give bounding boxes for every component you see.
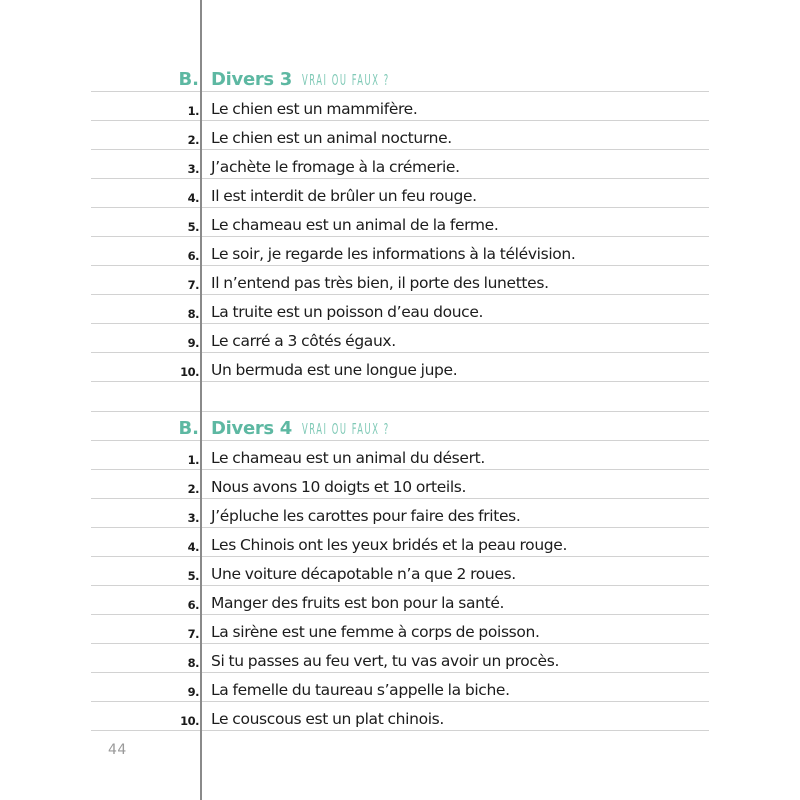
question-item — [0, 323, 800, 352]
question-item — [0, 207, 800, 236]
question-text: J’épluche les carottes pour faire des frites. — [211, 506, 521, 525]
question-text: Le chien est un animal nocturne. — [211, 128, 452, 147]
question-item — [0, 585, 800, 614]
question-item — [0, 352, 800, 381]
question-text: Le couscous est un plat chinois. — [211, 709, 444, 728]
question-number: 6. — [187, 597, 199, 612]
question-text: Si tu passes au feu vert, tu vas avoir un procès. — [211, 651, 560, 670]
question-text: Un bermuda est une longue jupe. — [211, 360, 458, 379]
question-text: La truite est un poisson d’eau douce. — [211, 302, 484, 321]
question-number: 10. — [180, 713, 199, 728]
question-text: Il n’entend pas très bien, il porte des lunettes. — [211, 273, 549, 292]
question-text: Le chien est un mammifère. — [211, 99, 418, 118]
section-subtitle: VRAI OU FAUX ? — [302, 71, 390, 89]
question-item — [0, 440, 800, 469]
question-text: Les Chinois ont les yeux bridés et la peau rouge. — [211, 535, 568, 554]
section-title-text: Divers 4 — [211, 418, 293, 439]
question-item — [0, 672, 800, 701]
question-item — [0, 178, 800, 207]
question-text: J’achète le fromage à la crémerie. — [211, 157, 460, 176]
question-number: 1. — [187, 452, 199, 467]
section-letter: B. — [178, 418, 199, 439]
question-number: 3. — [187, 161, 199, 176]
question-text: La femelle du taureau s’appelle la biche. — [211, 680, 510, 699]
question-number: 7. — [187, 277, 199, 292]
question-item — [0, 265, 800, 294]
question-number: 8. — [187, 306, 199, 321]
question-text: Le chameau est un animal de la ferme. — [211, 215, 499, 234]
section-header — [0, 62, 800, 91]
question-item — [0, 498, 800, 527]
question-text: Le carré a 3 côtés égaux. — [211, 331, 396, 350]
question-number: 10. — [180, 364, 199, 379]
question-item — [0, 469, 800, 498]
question-item — [0, 643, 800, 672]
question-number: 9. — [187, 684, 199, 699]
question-text: Manger des fruits est bon pour la santé. — [211, 593, 505, 612]
question-text: Le chameau est un animal du désert. — [211, 448, 485, 467]
question-item — [0, 701, 800, 730]
question-item — [0, 149, 800, 178]
question-item — [0, 527, 800, 556]
question-number: 9. — [187, 335, 199, 350]
section-header — [0, 411, 800, 440]
question-item — [0, 294, 800, 323]
question-number: 7. — [187, 626, 199, 641]
section-subtitle: VRAI OU FAUX ? — [302, 420, 390, 438]
section-title — [211, 71, 444, 89]
question-number: 2. — [187, 481, 199, 496]
question-number: 2. — [187, 132, 199, 147]
question-number: 5. — [187, 219, 199, 234]
question-number: 3. — [187, 510, 199, 525]
rule-line — [91, 381, 709, 382]
question-number: 1. — [187, 103, 199, 118]
question-text: Nous avons 10 doigts et 10 orteils. — [211, 477, 467, 496]
section-letter: B. — [178, 69, 199, 90]
question-number: 6. — [187, 248, 199, 263]
rule-line — [91, 730, 709, 731]
question-number: 4. — [187, 190, 199, 205]
question-item — [0, 120, 800, 149]
question-number: 5. — [187, 568, 199, 583]
question-number: 8. — [187, 655, 199, 670]
question-number: 4. — [187, 539, 199, 554]
question-text: La sirène est une femme à corps de poisson. — [211, 622, 540, 641]
section-title — [211, 420, 444, 438]
question-item — [0, 236, 800, 265]
question-item — [0, 556, 800, 585]
question-text: Le soir, je regarde les informations à la télévision. — [211, 244, 576, 263]
question-text: Il est interdit de brûler un feu rouge. — [211, 186, 477, 205]
question-item — [0, 614, 800, 643]
question-text: Une voiture décapotable n’a que 2 roues. — [211, 564, 516, 583]
section-title-text: Divers 3 — [211, 69, 293, 90]
question-item — [0, 91, 800, 120]
page-number: 44 — [108, 742, 127, 758]
